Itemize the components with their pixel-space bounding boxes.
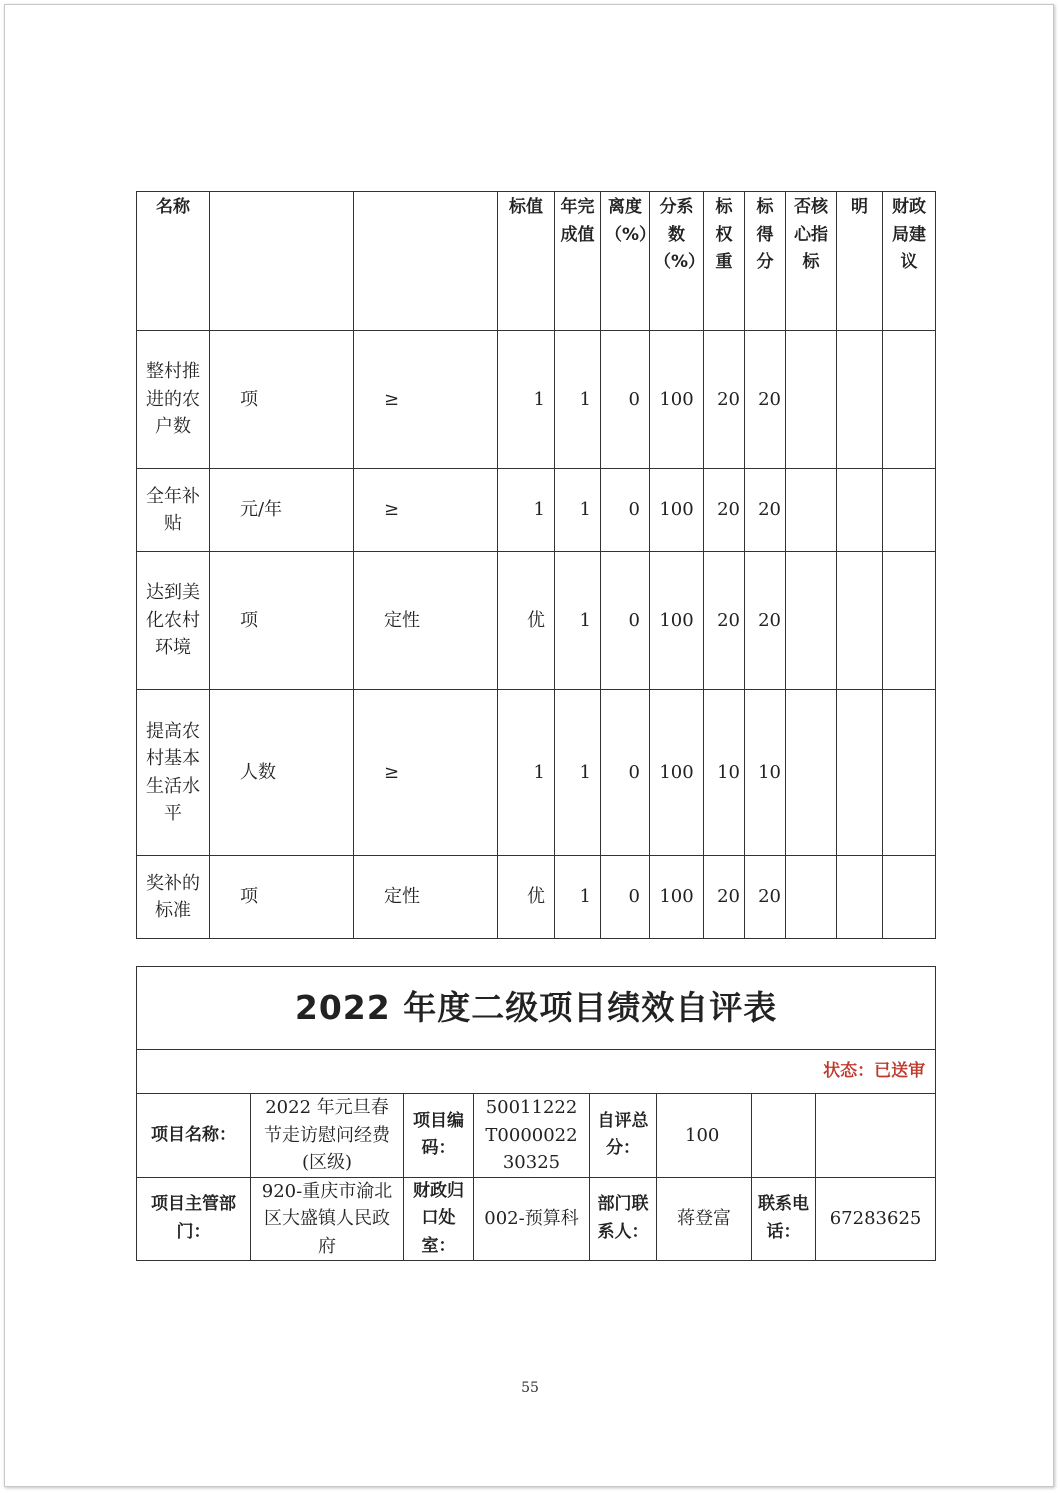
row-coefficient: 100 xyxy=(650,552,704,690)
row-actual: 1 xyxy=(555,856,601,939)
row-note xyxy=(837,690,883,856)
row-target: 优 xyxy=(498,552,555,690)
row-actual: 1 xyxy=(555,690,601,856)
header-deviation: 离度（%） xyxy=(601,192,650,331)
row-note xyxy=(837,552,883,690)
form-status-row xyxy=(137,1050,936,1094)
row-operator: 定性 xyxy=(354,856,498,939)
row-weight: 10 xyxy=(704,690,745,856)
table-header-row xyxy=(137,192,936,331)
form-row-department xyxy=(137,1177,936,1261)
row-coefficient: 100 xyxy=(650,331,704,469)
form-row-project xyxy=(137,1094,936,1178)
row-core xyxy=(786,552,837,690)
row-unit: 人数 xyxy=(210,690,354,856)
row-finance xyxy=(883,856,936,939)
page-number: 55 xyxy=(521,1380,539,1396)
row-weight: 20 xyxy=(704,331,745,469)
row-core xyxy=(786,856,837,939)
header-finance: 财政局建议 xyxy=(883,192,936,331)
row-unit: 项 xyxy=(210,552,354,690)
row-name: 全年补贴 xyxy=(137,469,210,552)
row-core xyxy=(786,690,837,856)
row-coefficient: 100 xyxy=(650,690,704,856)
row-score: 10 xyxy=(745,690,786,856)
row-unit: 元/年 xyxy=(210,469,354,552)
table-row xyxy=(137,552,936,690)
department-value: 920-重庆市渝北区大盛镇人民政府 xyxy=(251,1177,404,1261)
table-row xyxy=(137,856,936,939)
contact-label: 部门联系人： xyxy=(590,1177,657,1261)
table-row xyxy=(137,690,936,856)
header-coefficient: 分系数（%） xyxy=(650,192,704,331)
row-unit: 项 xyxy=(210,856,354,939)
row-score: 20 xyxy=(745,552,786,690)
header-score: 标得分 xyxy=(745,192,786,331)
row-finance xyxy=(883,331,936,469)
row-target: 1 xyxy=(498,690,555,856)
row-deviation: 0 xyxy=(601,856,650,939)
row-actual: 1 xyxy=(555,331,601,469)
project-code-label: 项目编码： xyxy=(404,1094,474,1178)
phone-label: 联系电话： xyxy=(752,1177,816,1261)
finance-office-label: 财政归口处室： xyxy=(404,1177,474,1261)
header-actual: 年完成值 xyxy=(555,192,601,331)
self-score-label: 自评总分： xyxy=(590,1094,657,1178)
row-actual: 1 xyxy=(555,552,601,690)
form-title: 2022 年度二级项目绩效自评表 xyxy=(137,967,936,1050)
header-note: 明 xyxy=(837,192,883,331)
row-finance xyxy=(883,469,936,552)
empty-cell xyxy=(752,1094,816,1178)
row-deviation: 0 xyxy=(601,552,650,690)
row-core xyxy=(786,331,837,469)
table-row xyxy=(137,469,936,552)
row-weight: 20 xyxy=(704,552,745,690)
row-operator: ≥ xyxy=(354,469,498,552)
phone-value: 67283625 xyxy=(816,1177,936,1261)
row-score: 20 xyxy=(745,469,786,552)
row-name: 提高农村基本生活水平 xyxy=(137,690,210,856)
indicator-table xyxy=(136,191,936,939)
row-operator: ≥ xyxy=(354,331,498,469)
row-score: 20 xyxy=(745,856,786,939)
row-deviation: 0 xyxy=(601,469,650,552)
row-deviation: 0 xyxy=(601,690,650,856)
row-core xyxy=(786,469,837,552)
row-score: 20 xyxy=(745,331,786,469)
row-target: 优 xyxy=(498,856,555,939)
row-note xyxy=(837,469,883,552)
row-name: 达到美化农村环境 xyxy=(137,552,210,690)
row-name: 整村推进的农户数 xyxy=(137,331,210,469)
header-name: 名称 xyxy=(137,192,210,331)
row-operator: 定性 xyxy=(354,552,498,690)
project-name-label: 项目名称： xyxy=(137,1094,251,1178)
status-badge: 状态：已送审 xyxy=(137,1050,936,1094)
row-deviation: 0 xyxy=(601,331,650,469)
empty-cell xyxy=(816,1094,936,1178)
self-score-value: 100 xyxy=(657,1094,752,1178)
header-weight: 标权重 xyxy=(704,192,745,331)
row-operator: ≥ xyxy=(354,690,498,856)
row-weight: 20 xyxy=(704,856,745,939)
header-core: 否核心指标 xyxy=(786,192,837,331)
project-code-value: 50011222T000002230325 xyxy=(474,1094,590,1178)
form-title-row xyxy=(137,967,936,1050)
row-target: 1 xyxy=(498,469,555,552)
row-actual: 1 xyxy=(555,469,601,552)
row-finance xyxy=(883,552,936,690)
row-unit: 项 xyxy=(210,331,354,469)
row-finance xyxy=(883,690,936,856)
table-row xyxy=(137,331,936,469)
row-target: 1 xyxy=(498,331,555,469)
row-coefficient: 100 xyxy=(650,856,704,939)
department-label: 项目主管部门： xyxy=(137,1177,251,1261)
header-blank-1 xyxy=(210,192,354,331)
row-note xyxy=(837,856,883,939)
row-coefficient: 100 xyxy=(650,469,704,552)
project-name-value: 2022 年元旦春节走访慰问经费(区级) xyxy=(251,1094,404,1178)
contact-value: 蒋登富 xyxy=(657,1177,752,1261)
header-target: 标值 xyxy=(498,192,555,331)
row-note xyxy=(837,331,883,469)
header-blank-2 xyxy=(354,192,498,331)
row-name: 奖补的标准 xyxy=(137,856,210,939)
evaluation-form xyxy=(136,966,936,1261)
row-weight: 20 xyxy=(704,469,745,552)
finance-office-value: 002-预算科 xyxy=(474,1177,590,1261)
